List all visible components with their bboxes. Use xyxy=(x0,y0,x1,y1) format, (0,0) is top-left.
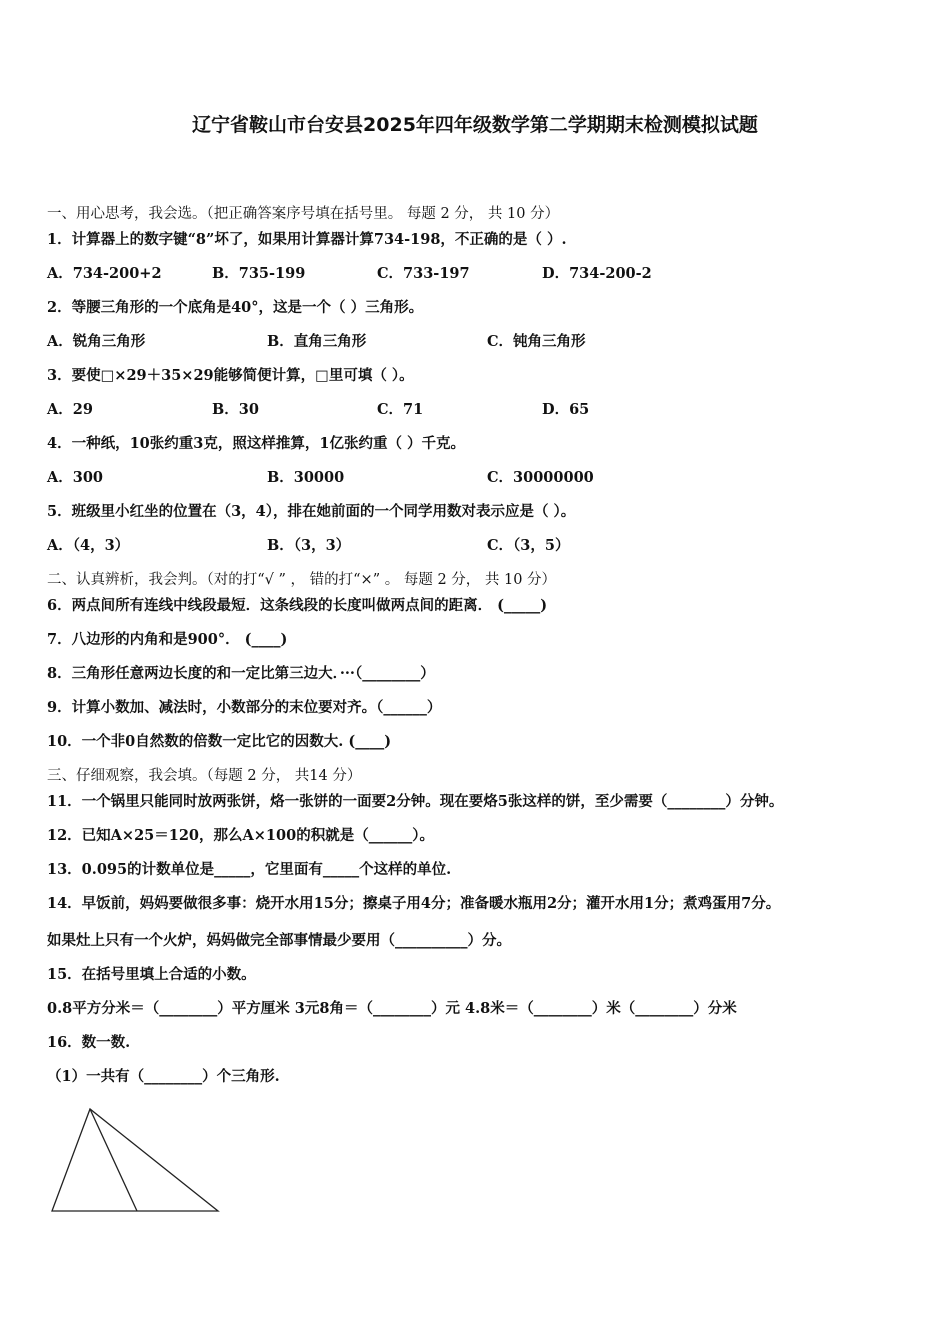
question-9: 9．计算小数加、减法时，小数部分的末位要对齐。（______） xyxy=(47,699,442,716)
question-7: 7．八边形的内角和是900°． (____) xyxy=(47,631,288,648)
question-12: 12．已知A×25＝120，那么A×100的积就是（______）。 xyxy=(47,827,434,844)
question-5: 5．班级里小红坐的位置在（3，4），排在她前面的一个同学用数对表示应是（ ）。 xyxy=(47,503,576,520)
q4-option-a: A．300 xyxy=(47,469,104,486)
section2-header: 二、认真辨析，我会判。（对的打“√ ” ， 错的打“×” 。 每题 2 分， 共 10 分） xyxy=(47,572,557,588)
question-2: 2．等腰三角形的一个底角是40°，这是一个（ ）三角形。 xyxy=(47,299,424,316)
question-3: 3．要使□×29＋35×29能够简便计算，□里可填（ ）。 xyxy=(47,367,414,384)
question-13: 13．0.095的计数单位是_____，它里面有_____个这样的单位. xyxy=(47,861,452,878)
q2-option-a: A．锐角三角形 xyxy=(47,333,146,350)
triangle-figure xyxy=(48,1105,224,1217)
question-11: 11．一个锅里只能同时放两张饼，烙一张饼的一面要2分钟。现在要烙5张这样的饼，至少需要（________）分钟。 xyxy=(47,793,784,810)
q1-option-b: B．735-199 xyxy=(212,265,306,282)
question-16: 16．数一数. xyxy=(47,1034,131,1051)
outer-triangle xyxy=(52,1109,218,1211)
q3-option-b: B．30 xyxy=(212,401,259,418)
q1-option-a: A．734-200+2 xyxy=(47,265,162,282)
question-16-part-1: （1）一共有（________）个三角形. xyxy=(47,1068,280,1085)
question-1: 1．计算器上的数字键“8”坏了，如果用计算器计算734-198，不正确的是（ ）. xyxy=(47,231,567,248)
question-8: 8．三角形任意两边长度的和一定比第三边大．···（________） xyxy=(47,665,435,682)
question-15-blanks: 0.8平方分米＝（________）平方厘米 3元8角＝（________）元 4.8米＝（________）米（________）分米 xyxy=(47,1000,737,1017)
q3-option-c: C．71 xyxy=(377,401,424,418)
page-title: 辽宁省鞍山市台安县2025年四年级数学第二学期期末检测模拟试题 xyxy=(192,114,758,136)
q1-option-d: D．734-200-2 xyxy=(542,265,652,282)
question-14: 14．早饭前，妈妈要做很多事：烧开水用15分；擦桌子用4分；准备暖水瓶用2分；灌开水用1分；煮鸡蛋用7分。 xyxy=(47,895,781,912)
q1-option-c: C．733-197 xyxy=(377,265,470,282)
q5-option-c: C．（3，5） xyxy=(487,537,570,554)
question-4: 4．一种纸，10张约重3克，照这样推算，1亿张约重（ ）千克。 xyxy=(47,435,465,452)
inner-dividing-line xyxy=(90,1109,137,1211)
question-10: 10．一个非0自然数的倍数一定比它的因数大. (____) xyxy=(47,733,392,750)
q5-option-b: B．（3，3） xyxy=(267,537,351,554)
question-6: 6．两点间所有连线中线段最短．这条线段的长度叫做两点间的距离． (_____) xyxy=(47,597,548,614)
q4-option-c: C．30000000 xyxy=(487,469,594,486)
question-15: 15．在括号里填上合适的小数。 xyxy=(47,966,256,983)
q3-option-a: A．29 xyxy=(47,401,93,418)
q3-option-d: D．65 xyxy=(542,401,590,418)
q2-option-b: B．直角三角形 xyxy=(267,333,367,350)
section3-header: 三、仔细观察，我会填。（每题 2 分， 共14 分） xyxy=(47,768,362,784)
section1-header: 一、用心思考，我会选。（把正确答案序号填在括号里。 每题 2 分， 共 10 分） xyxy=(47,206,560,222)
q5-option-a: A．（4，3） xyxy=(47,537,130,554)
q4-option-b: B．30000 xyxy=(267,469,345,486)
q2-option-c: C．钝角三角形 xyxy=(487,333,586,350)
question-14-continued: 如果灶上只有一个火炉，妈妈做完全部事情最少要用（__________）分。 xyxy=(47,932,511,949)
